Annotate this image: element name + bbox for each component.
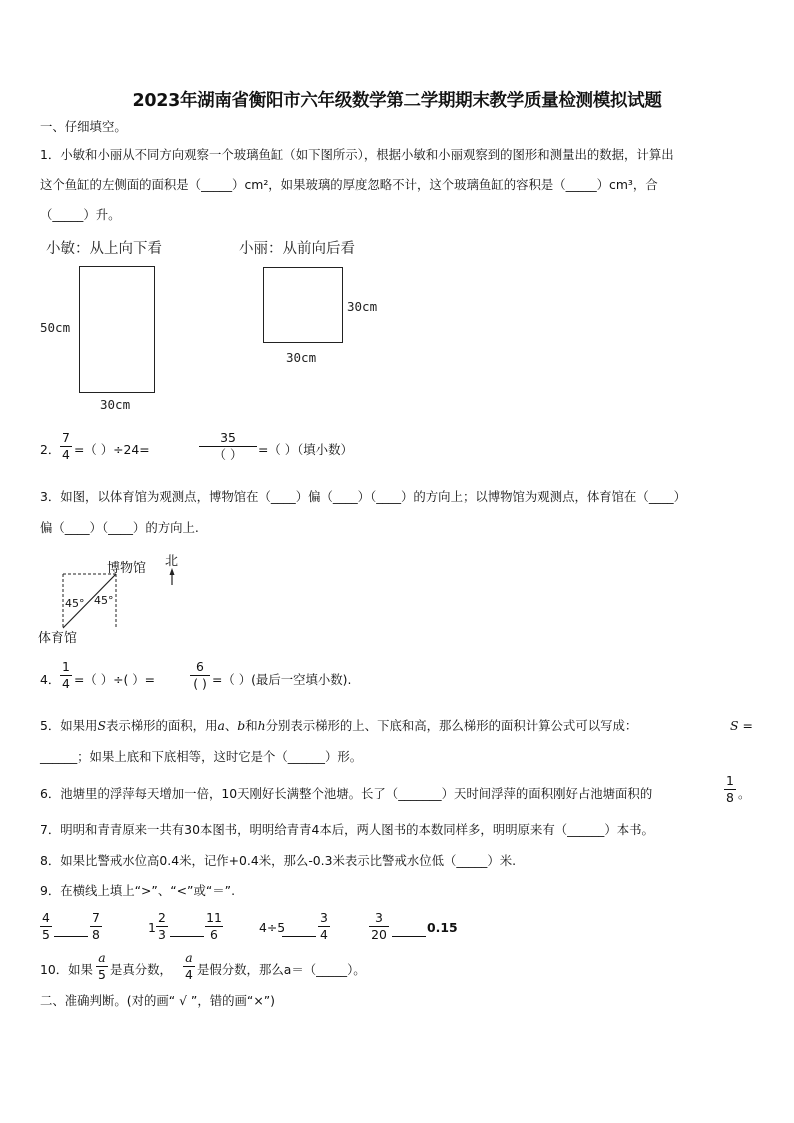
q4-part1: =（ ）÷( ）= (74, 672, 156, 687)
q9-item1-right-fraction: 7 8 (90, 911, 102, 942)
q6-text: 6．池塘里的浮萍每天增加一倍，10天刚好长满整个池塘。长了（_______）天时间浮萍的面积刚好占池塘面积的 (40, 786, 653, 801)
q9-item2-blank[interactable] (170, 936, 204, 937)
q10-start: 10．如果 (40, 962, 93, 977)
q5-formula-start: S = (730, 718, 753, 733)
q2-fraction-7-4: 7 4 (60, 431, 72, 462)
q9-item2-left-fraction: 2 3 (156, 911, 168, 942)
section-2-heading: 二、准确判断。(对的画“ √ ”，错的画“×”) (40, 993, 275, 1008)
north-arrow-head (170, 568, 175, 575)
q2-part2: =（ ）（填小数） (258, 442, 353, 457)
q9-item2-right-fraction: 11 6 (206, 910, 222, 942)
angle-label-right: 45° (94, 594, 114, 607)
q10-proper-text: 是真分数， (110, 962, 172, 977)
q2-number: 2． (40, 442, 61, 457)
q9-item3-expression: 4÷5 (259, 920, 286, 935)
q9-item3-right-fraction: 3 4 (318, 911, 330, 942)
q4-fraction-1-4: 1 4 (60, 660, 72, 691)
q1-line2: 这个鱼缸的左侧面的面积是（_____）cm²，如果玻璃的厚度忽略不计，这个玻璃鱼缸的容积是（_____）cm³，合 (40, 177, 658, 192)
north-label: 北 (165, 554, 179, 569)
q5-line1: 5．如果用S表示梯形的面积，用a、b和h分别表示梯形的上、下底和高，那么梯形的面积计算公式可以写成： (40, 718, 638, 733)
stadium-label: 体育馆 (38, 631, 78, 646)
right-height-label: 30cm (347, 299, 378, 314)
q3-line1: 3．如图，以体育馆为观测点，博物馆在（____）偏（____）（____）的方向上；以博物馆为观测点，体育馆在（____） (40, 489, 686, 504)
left-height-label: 50cm (40, 320, 71, 335)
q2-part1: =（ ）÷24= (74, 442, 150, 457)
angle-label-left: 45° (65, 597, 85, 610)
xiaoli-label: 小丽：从前向后看 (239, 241, 355, 257)
q4-fraction-6: 6 ( ) (190, 660, 210, 691)
q3-line2: 偏（____）（____）的方向上. (40, 520, 199, 535)
q1-line3: （_____）升。 (40, 207, 121, 222)
q9-item4-blank[interactable] (392, 936, 426, 937)
left-width-label: 30cm (100, 397, 131, 412)
q9-item3-blank[interactable] (282, 936, 316, 937)
q9-item4-right-value: 0.15 (427, 920, 458, 935)
page-title: 2023年湖南省衡阳市六年级数学第二学期期末教学质量检测模拟试题 (132, 91, 662, 111)
q9-item1-blank[interactable] (54, 936, 88, 937)
right-width-label: 30cm (286, 350, 317, 365)
q9-item2-whole: 1 (148, 920, 156, 935)
q10-fraction-a-5: a 5 (96, 951, 108, 982)
xiaomin-label: 小敏：从上向下看 (46, 241, 162, 257)
q10-end-text: 是假分数，那么a＝（_____）。 (197, 962, 366, 977)
q1-line1: 1．小敏和小丽从不同方向观察一个玻璃鱼缸（如下图所示），根据小敏和小丽观察到的图形和测量出的数据，计算出 (40, 147, 674, 162)
q4-number: 4． (40, 672, 61, 687)
q9-item4-left-fraction: 3 20 (369, 911, 389, 942)
q6-fraction-1-8: 1 8 (724, 774, 736, 805)
museum-label: 博物馆 (107, 561, 147, 576)
q4-part2: =（ ）(最后一空填小数). (212, 672, 352, 687)
q8-text: 8．如果比警戒水位高0.4米，记作+0.4米，那么-0.3米表示比警戒水位低（_____）米. (40, 853, 517, 868)
q2-fraction-35: 35 （ ） (199, 431, 257, 462)
q7-text: 7．明明和青青原来一共有30本图书，明明给青青4本后，两人图书的本数同样多，明明原来有（______）本书。 (40, 822, 654, 837)
q6-end: 。 (738, 786, 751, 801)
q9-text: 9．在横线上填上“>”、“<”或“＝”. (40, 883, 236, 898)
section-1-heading: 一、仔细填空。 (40, 119, 127, 134)
q5-line2: ______；如果上底和下底相等，这时它是个（______）形。 (40, 749, 363, 764)
q9-item1-left-fraction: 4 5 (40, 911, 52, 942)
q10-fraction-a-4: a 4 (183, 951, 195, 982)
